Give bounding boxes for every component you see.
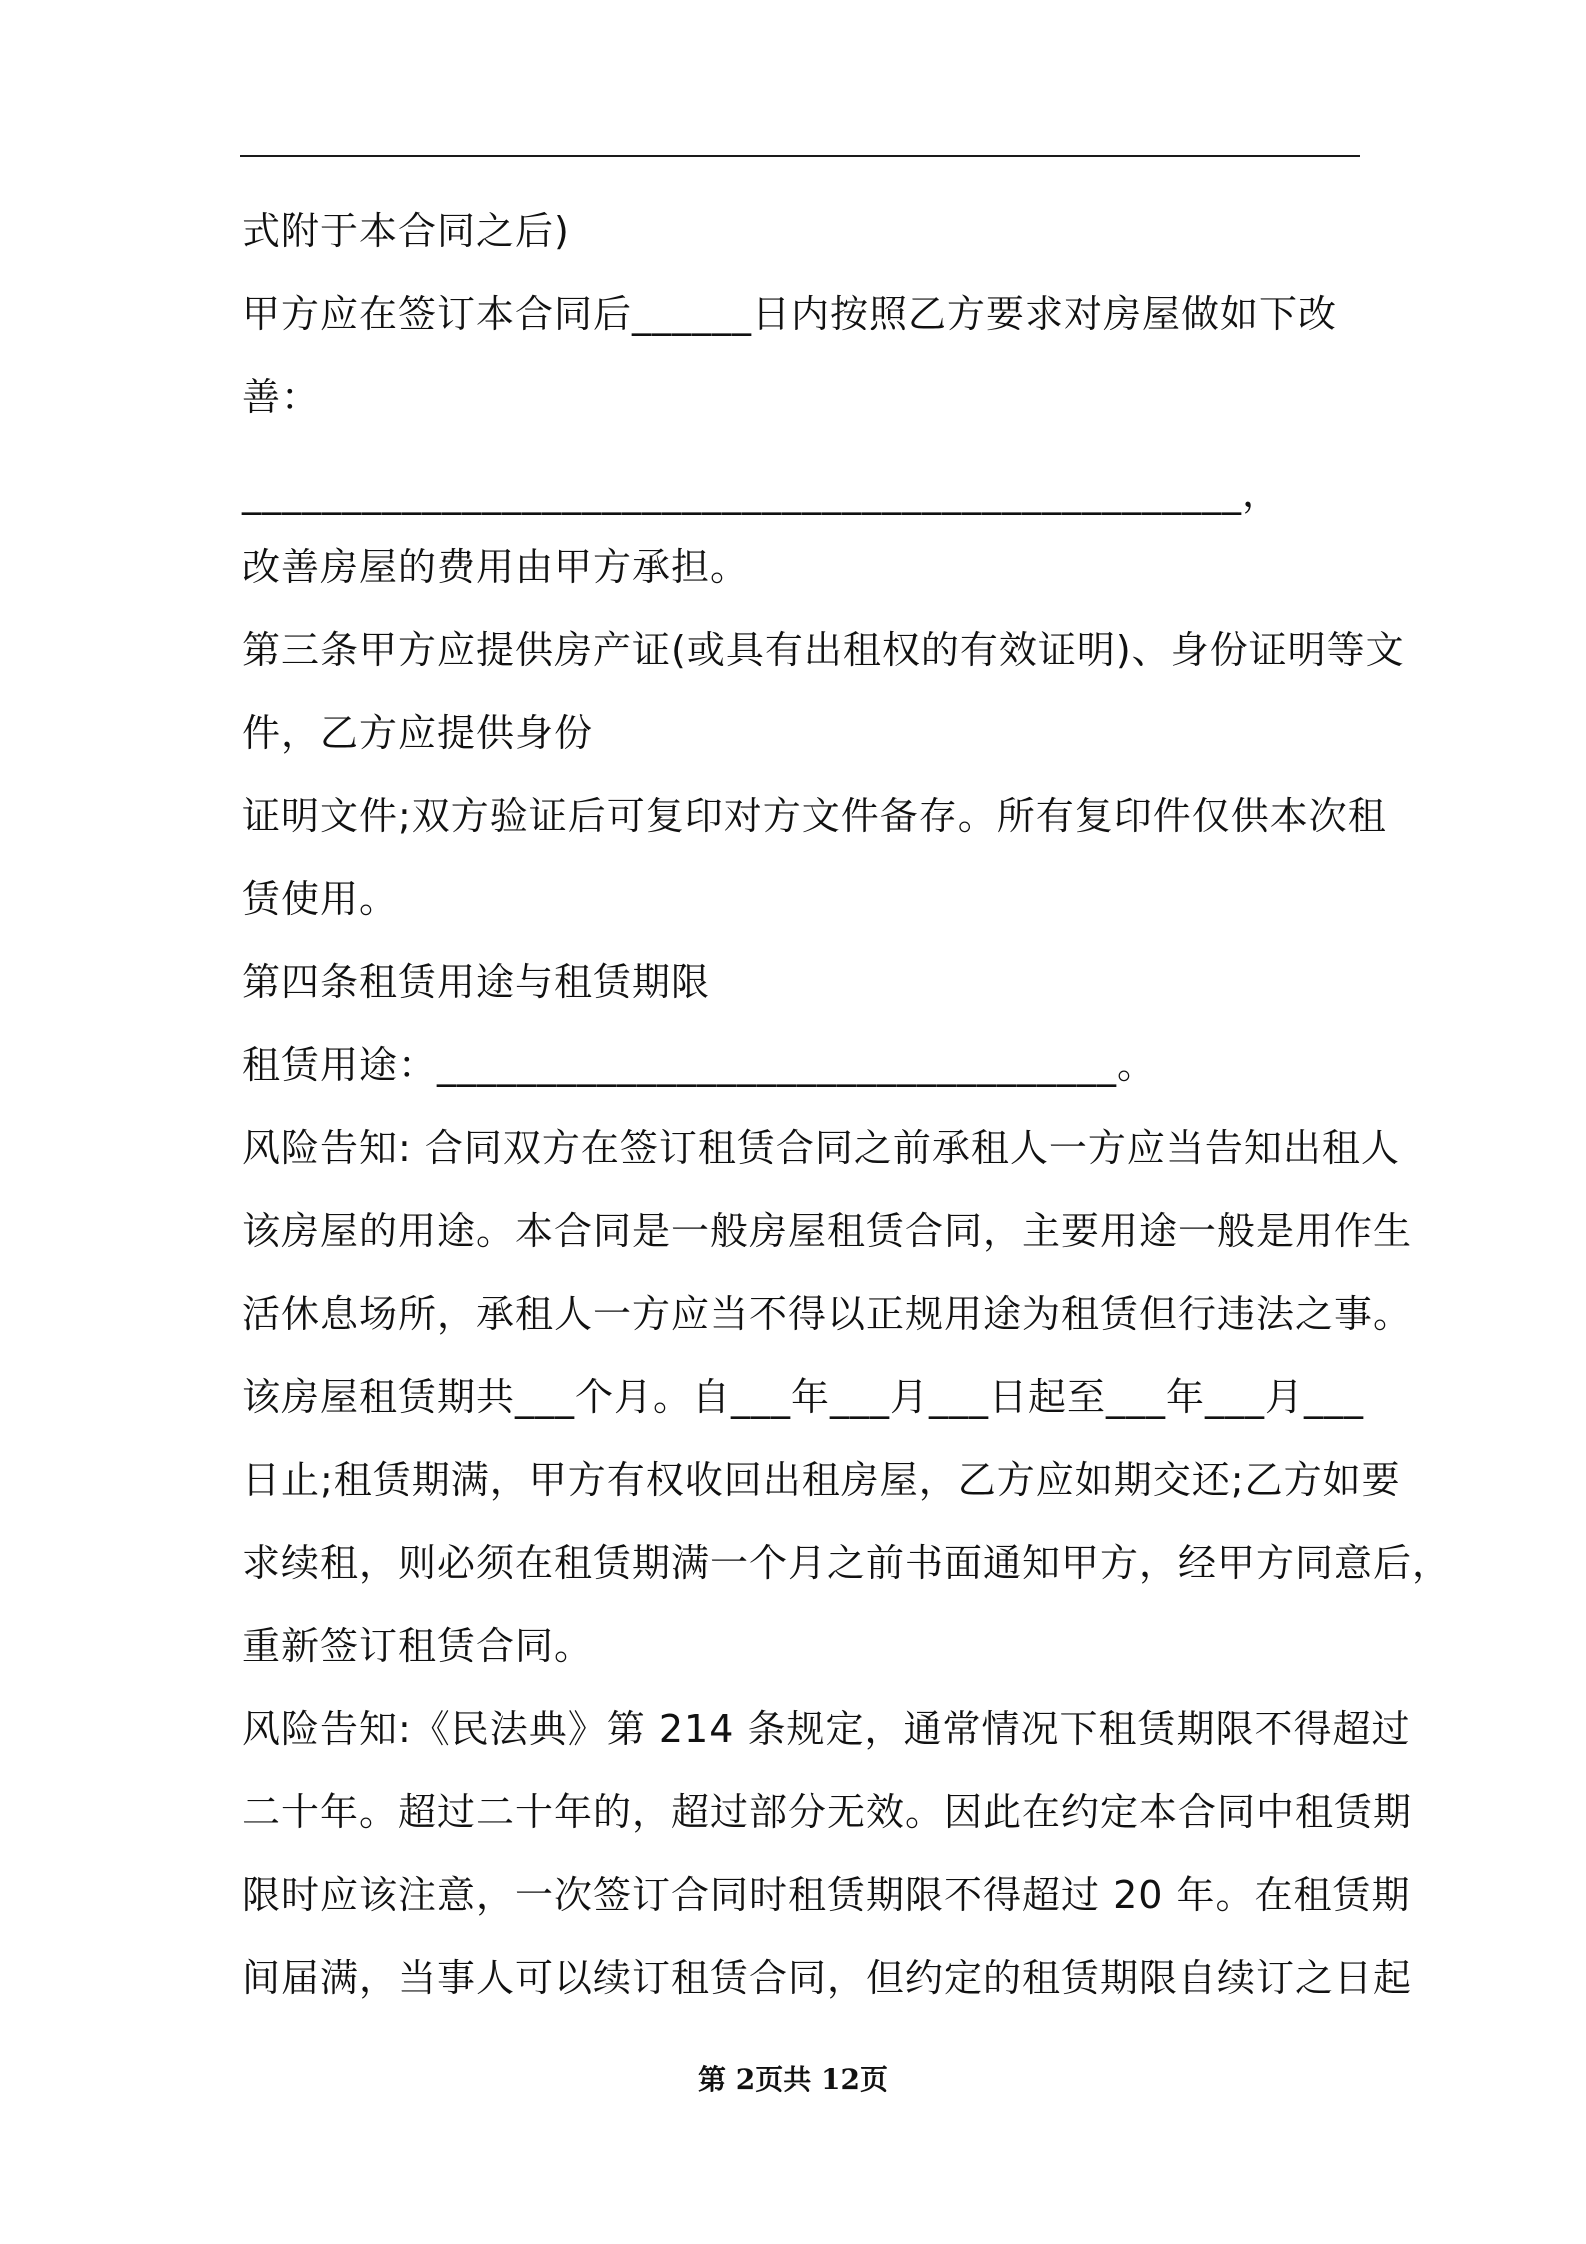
header-rule <box>240 155 1360 157</box>
text-line: 改善房屋的费用由甲方承担。 <box>242 545 750 589</box>
text-line: 求续租，则必须在租赁期满一个月之前书面通知甲方，经甲方同意后， <box>242 1541 1452 1585</box>
text-line: 重新签订租赁合同。 <box>242 1624 594 1668</box>
text-line: 限时应该注意，一次签订合同时租赁期限不得超过 20 年。在租赁期 <box>242 1873 1411 1917</box>
text-line: 该房屋租赁期共___个月。自___年___月___日起至___年___月___ <box>242 1375 1365 1419</box>
text-line: 第三条甲方应提供房产证(或具有出租权的有效证明)、身份证明等文 <box>242 628 1405 672</box>
text-line: __________________________________________________， <box>242 471 1282 515</box>
text-line: 日止;租赁期满，甲方有权收回出租房屋，乙方应如期交还;乙方如要 <box>242 1458 1401 1502</box>
text-line: 赁使用。 <box>242 877 399 921</box>
text-line: 二十年。超过二十年的，超过部分无效。因此在约定本合同中租赁期 <box>242 1790 1413 1834</box>
text-line: 风险告知: 合同双方在签订租赁合同之前承租人一方应当告知出租人 <box>242 1126 1400 1170</box>
text-line: 租赁用途：__________________________________。 <box>242 1043 1157 1087</box>
text-line: 风险告知:《民法典》第 214 条规定，通常情况下租赁期限不得超过 <box>242 1707 1411 1751</box>
section-heading: 第四条租赁用途与租赁期限 <box>242 960 711 1004</box>
text-line: 件，乙方应提供身份 <box>242 711 594 755</box>
text-line: 式附于本合同之后) <box>242 209 570 253</box>
text-line: 活休息场所，承租人一方应当不得以正规用途为租赁但行违法之事。 <box>242 1292 1413 1336</box>
text-line: 证明文件;双方验证后可复印对方文件备存。所有复印件仅供本次租 <box>242 794 1387 838</box>
page-number: 第 2页共 12页 <box>698 2063 888 2096</box>
text-line: 间届满，当事人可以续订租赁合同，但约定的租赁期限自续订之日起 <box>242 1956 1413 2000</box>
text-line: 该房屋的用途。本合同是一般房屋租赁合同，主要用途一般是用作生 <box>242 1209 1413 1253</box>
text-line: 甲方应在签订本合同后______日内按照乙方要求对房屋做如下改 <box>242 292 1338 336</box>
text-line: 善： <box>242 375 321 419</box>
